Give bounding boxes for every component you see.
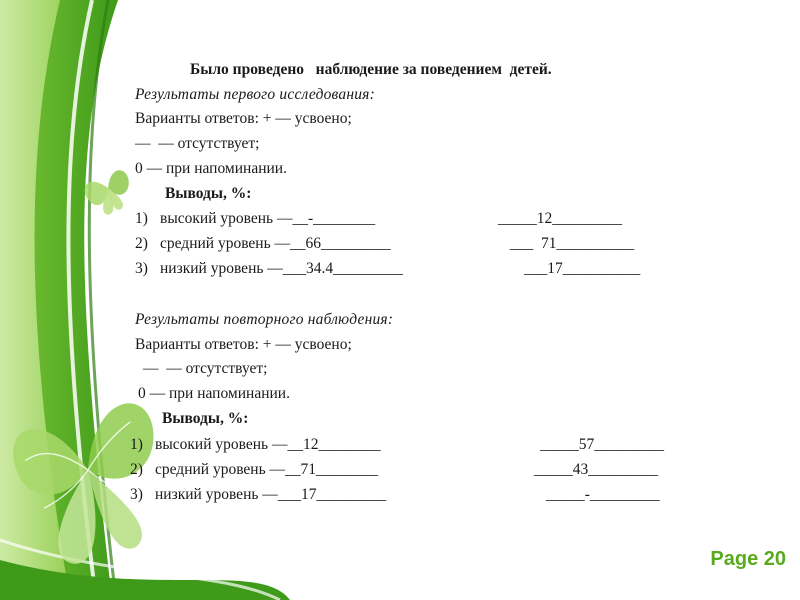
section1-row-second: ___17__________ — [524, 260, 641, 277]
section1-row-label: высокий уровень —__-________ — [160, 210, 376, 227]
section2-row-num: 2) — [130, 461, 143, 478]
section2-row-num: 3) — [130, 486, 143, 503]
section1-row-num: 1) — [135, 210, 148, 227]
section2-option: 0 — при напоминании. — [138, 385, 290, 402]
section1-row-second: _____12_________ — [498, 210, 622, 227]
section2-row-second: _____57_________ — [540, 436, 664, 453]
section1-heading: Результаты первого исследования: — [135, 86, 375, 103]
section1-row-num: 3) — [135, 260, 148, 277]
section2-row-second: _____43_________ — [534, 461, 658, 478]
section2-row-label: высокий уровень —__12________ — [155, 436, 381, 453]
section1-conclusions: Выводы, %: — [165, 185, 252, 202]
page-number: Page 20 — [710, 548, 786, 570]
slide-title: Было проведено наблюдение за поведением детей. — [190, 61, 552, 78]
section1-row-second: ___ 71__________ — [510, 235, 634, 252]
section1-row-label: низкий уровень —___34.4_________ — [160, 260, 403, 277]
section1-option: Варианты ответов: + — усвоено; — [135, 110, 352, 127]
section1-row-label: средний уровень —__66_________ — [160, 235, 391, 252]
section1-option: — — отсутствует; — [135, 135, 260, 152]
section2-conclusions: Выводы, %: — [162, 410, 249, 427]
section1-option: 0 — при напоминании. — [135, 160, 287, 177]
section2-heading: Результаты повторного наблюдения: — [135, 311, 394, 328]
section2-row-label: средний уровень —__71________ — [155, 461, 379, 478]
section2-option: Варианты ответов: + — усвоено; — [135, 336, 352, 353]
section2-row-label: низкий уровень —___17_________ — [155, 486, 387, 503]
section2-row-second: _____-_________ — [546, 486, 660, 503]
section1-row-num: 2) — [135, 235, 148, 252]
section2-row-num: 1) — [130, 436, 143, 453]
section2-option: — — отсутствует; — [143, 360, 268, 377]
